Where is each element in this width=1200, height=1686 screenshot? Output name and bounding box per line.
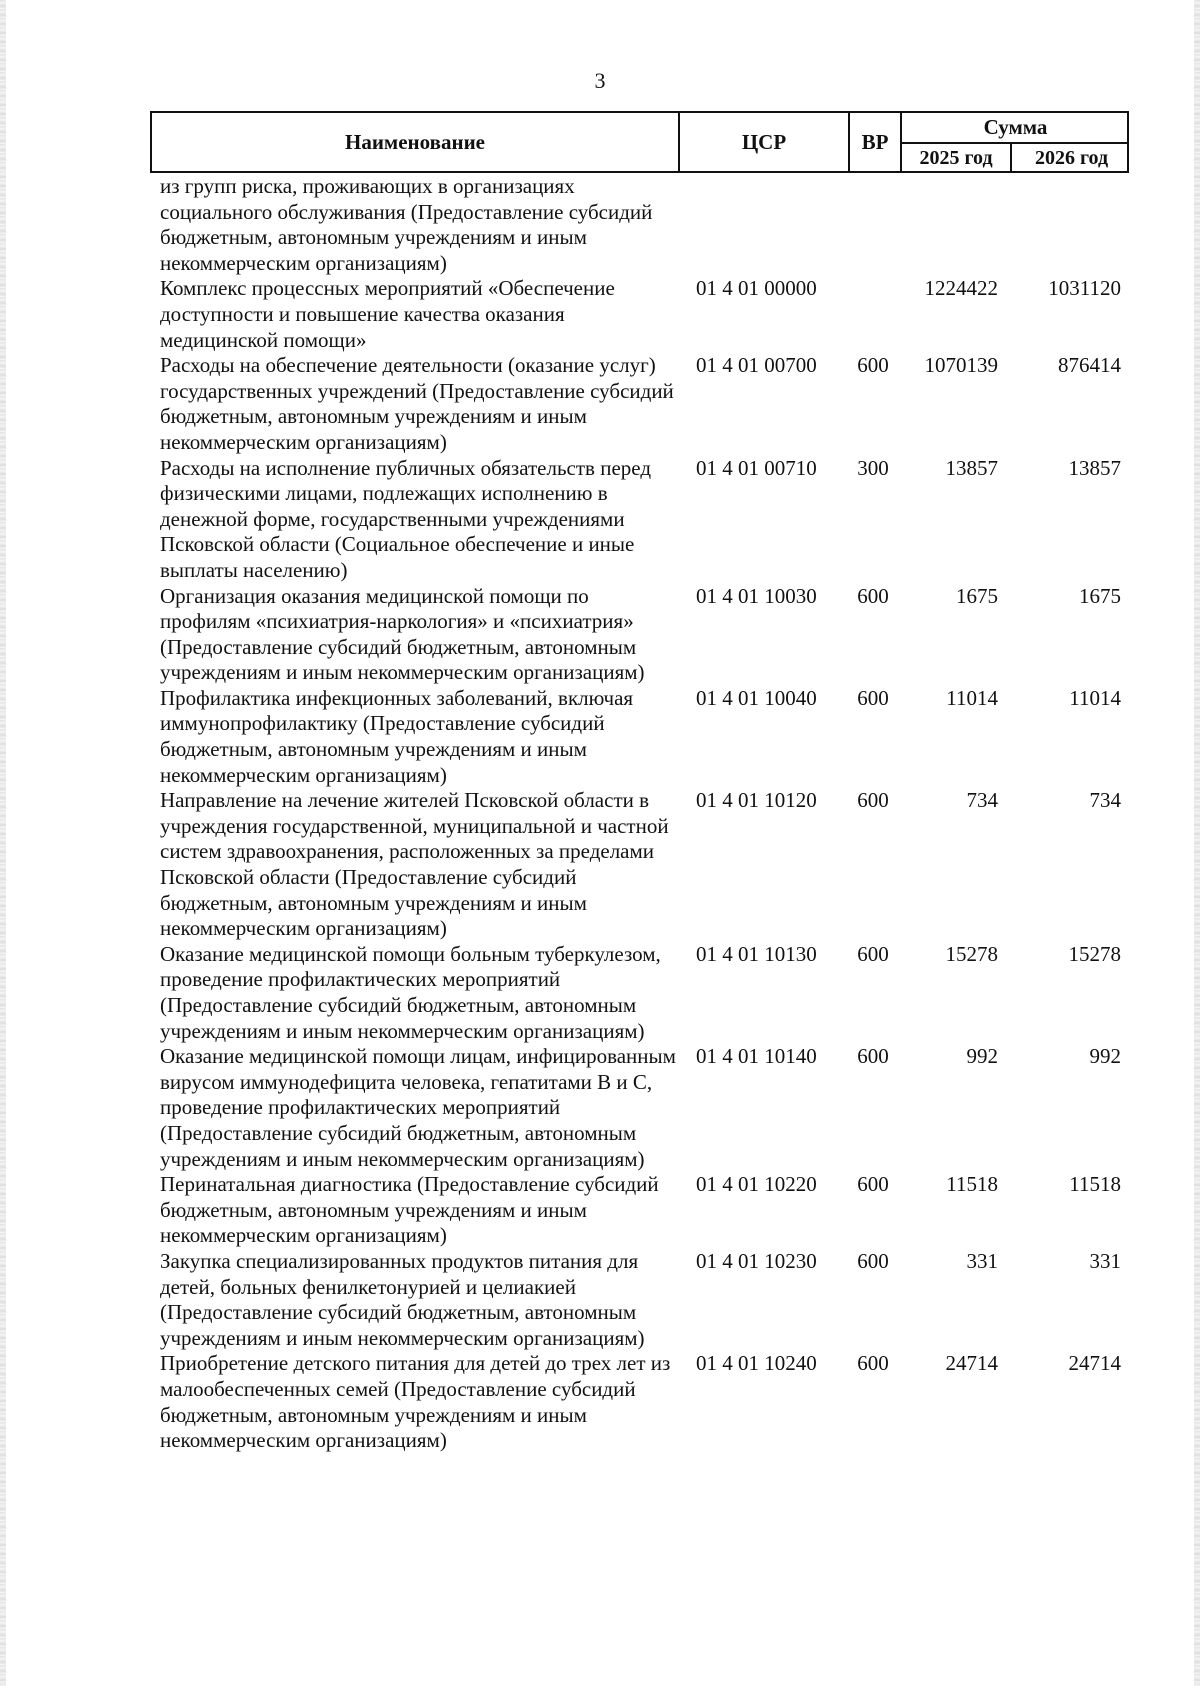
table-row xyxy=(150,174,1129,276)
row-sum-2025: 734 xyxy=(966,788,998,813)
table-row xyxy=(150,276,1129,353)
table-header xyxy=(150,111,1129,173)
row-csr: 01 4 01 10130 xyxy=(696,941,817,966)
row-name: Перинатальная диагностика (Предоставление субсидий бюджетным, автономным учреждениям и иным некоммерческим организациям) xyxy=(160,1172,659,1248)
table-row xyxy=(150,1044,1129,1172)
row-sum-2026: 1675 xyxy=(1079,583,1121,608)
row-name: Расходы на обеспечение деятельности (оказание услуг) государственных учреждений (Предоставление субсидий бюджетным, автономным учреждениям и иным некоммерческим организациям) xyxy=(160,353,674,454)
row-sum-2025: 1675 xyxy=(956,583,998,608)
scan-edge-left xyxy=(0,0,6,1686)
table-row xyxy=(150,686,1129,788)
table-row xyxy=(150,1172,1129,1249)
table-row xyxy=(150,584,1129,686)
row-sum-2026: 734 xyxy=(1089,788,1121,813)
table-row xyxy=(150,456,1129,584)
row-csr: 01 4 01 00710 xyxy=(696,455,817,480)
table-body xyxy=(150,174,1129,1454)
row-sum-2026: 11014 xyxy=(1069,685,1121,710)
row-name: Закупка специализированных продуктов питания для детей, больных фенилкетонурией и целиакией (Предоставление субсидий бюджетным, автономным учреждениям и иным некоммерческим организациям) xyxy=(160,1248,645,1350)
table-row xyxy=(150,942,1129,1044)
row-sum-2025: 11014 xyxy=(946,685,998,710)
row-sum-2026: 1031120 xyxy=(1048,276,1121,301)
row-sum-2025: 1070139 xyxy=(924,353,998,378)
row-sum-2026: 992 xyxy=(1089,1044,1121,1069)
row-sum-2026: 876414 xyxy=(1058,353,1121,378)
row-vr: 300 xyxy=(857,455,889,480)
row-sum-2025: 13857 xyxy=(945,455,998,480)
row-name: Профилактика инфекционных заболеваний, включая иммунопрофилактику (Предоставление субсидий бюджетным, автономным учреждениям и иным некоммерческим организациям) xyxy=(160,685,634,787)
row-csr: 01 4 01 00000 xyxy=(696,276,817,301)
page-number: 3 xyxy=(594,68,606,93)
row-csr: 01 4 01 10230 xyxy=(696,1248,817,1273)
header-sum-title: Сумма xyxy=(902,113,1129,144)
table-row xyxy=(150,1351,1129,1453)
row-vr: 600 xyxy=(857,941,889,966)
row-sum-2026: 11518 xyxy=(1069,1172,1121,1197)
row-sum-2026: 15278 xyxy=(1068,941,1121,966)
row-name: из групп риска, проживающих в организациях социального обслуживания (Предоставление субсидий бюджетным, автономным учреждениям и иным некоммерческим организациям) xyxy=(160,174,653,275)
row-sum-2025: 11518 xyxy=(946,1172,998,1197)
row-name: Приобретение детского питания для детей до трех лет из малообеспеченных семей (Предоставление субсидий бюджетным, автономным учреждениям и иным некоммерческим организациям) xyxy=(160,1351,671,1453)
row-vr: 600 xyxy=(857,685,889,710)
row-name: Комплекс процессных мероприятий «Обеспечение доступности и повышение качества оказания медицинской помощи» xyxy=(160,276,615,352)
row-vr: 600 xyxy=(857,583,889,608)
row-name: Направление на лечение жителей Псковской области в учреждения государственной, муниципальной и частной систем здравоохранения, расположенных за пределами Псковской области (Предоставление субсидий бюджетным, автономным учреждениям и иным некоммерческим организациям) xyxy=(160,788,669,941)
table-row xyxy=(150,1249,1129,1351)
scan-edge-right xyxy=(1194,0,1200,1686)
row-csr: 01 4 01 10240 xyxy=(696,1351,817,1376)
row-sum-2026: 24714 xyxy=(1068,1351,1121,1376)
row-sum-2025: 24714 xyxy=(945,1351,998,1376)
header-vr: ВР xyxy=(848,113,900,171)
row-sum-2026: 13857 xyxy=(1068,455,1121,480)
row-sum-2026: 331 xyxy=(1089,1248,1121,1273)
row-csr: 01 4 01 00700 xyxy=(696,353,817,378)
row-name: Оказание медицинской помощи лицам, инфицированным вирусом иммунодефицита человека, гепатитами В и С, проведение профилактических мероприятий (Предоставление субсидий бюджетным, автономным учреждениям и иным некоммерческим организациям) xyxy=(160,1044,676,1171)
header-name: Наименование xyxy=(345,129,485,154)
row-vr: 600 xyxy=(857,1351,889,1376)
row-name: Расходы на исполнение публичных обязательств перед физическими лицами, подлежащих исполнению в денежной форме, государственными учреждениями Псковской области (Социальное обеспечение и иные выплаты населению) xyxy=(160,455,651,582)
row-sum-2025: 15278 xyxy=(945,941,998,966)
row-sum-2025: 992 xyxy=(966,1044,998,1069)
header-csr: ЦСР xyxy=(678,113,848,171)
row-vr: 600 xyxy=(857,1044,889,1069)
row-vr: 600 xyxy=(857,1172,889,1197)
row-vr: 600 xyxy=(857,788,889,813)
row-csr: 01 4 01 10040 xyxy=(696,685,817,710)
row-csr: 01 4 01 10140 xyxy=(696,1044,817,1069)
row-sum-2025: 1224422 xyxy=(924,276,998,301)
header-sum xyxy=(900,113,1129,171)
table-row xyxy=(150,353,1129,455)
table-row xyxy=(150,788,1129,942)
row-sum-2025: 331 xyxy=(966,1248,998,1273)
row-vr: 600 xyxy=(857,353,889,378)
header-year-2025: 2025 год xyxy=(902,144,1012,173)
row-csr: 01 4 01 10030 xyxy=(696,583,817,608)
row-vr: 600 xyxy=(857,1248,889,1273)
row-csr: 01 4 01 10220 xyxy=(696,1172,817,1197)
row-name: Организация оказания медицинской помощи по профилям «психиатрия-наркология» и «психиатрия» (Предоставление субсидий бюджетным, автономным учреждениям и иным некоммерческим организациям) xyxy=(160,583,645,685)
row-csr: 01 4 01 10120 xyxy=(696,788,817,813)
header-year-2026: 2026 год xyxy=(1034,147,1109,169)
row-name: Оказание медицинской помощи больным туберкулезом, проведение профилактических мероприятий (Предоставление субсидий бюджетным, автономным учреждениям и иным некоммерческим организациям) xyxy=(160,941,661,1043)
